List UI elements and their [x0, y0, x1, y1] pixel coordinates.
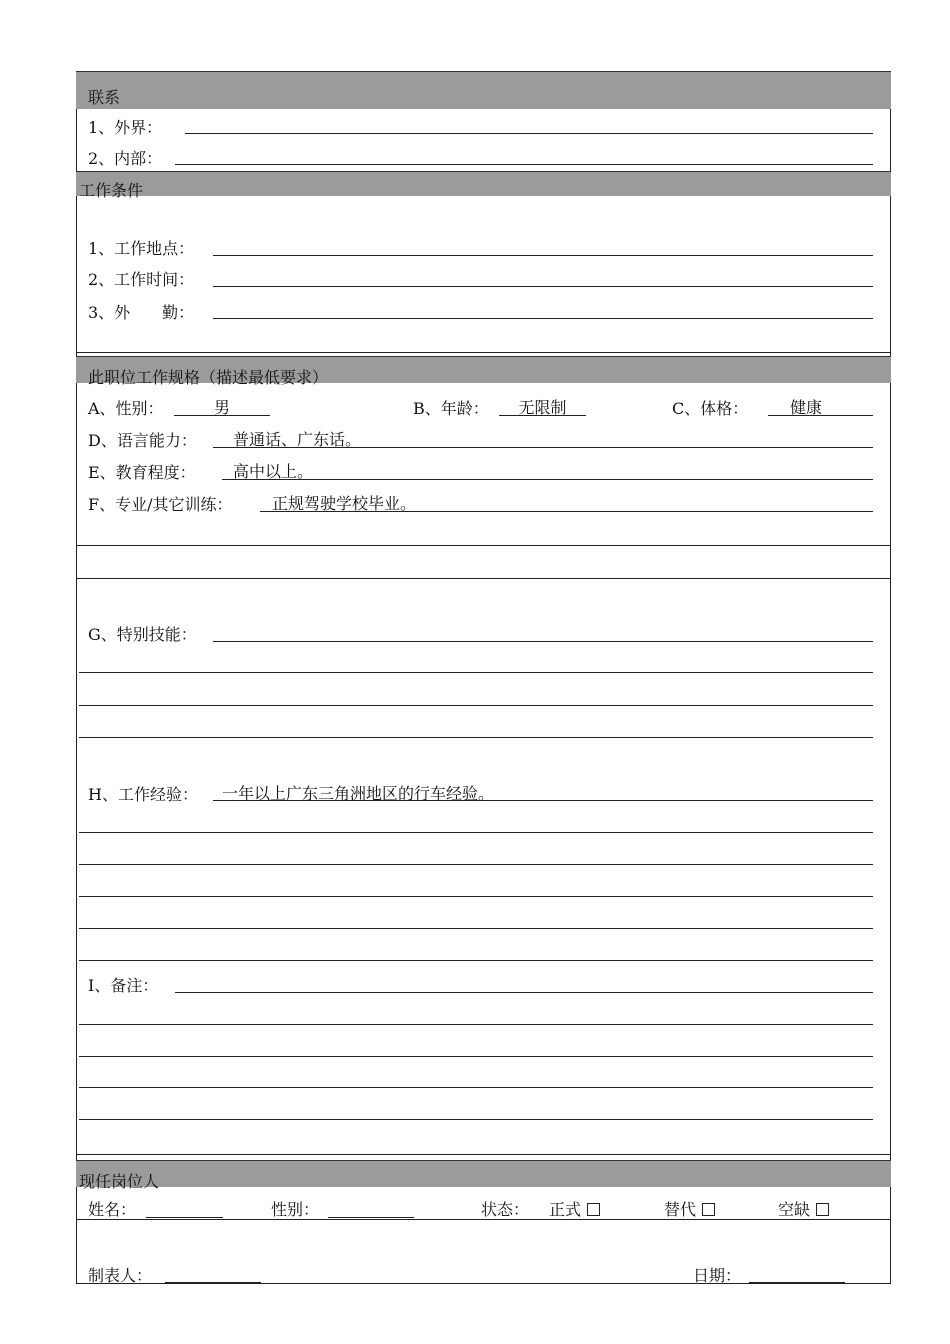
gender-value: 男: [213, 398, 230, 417]
work-location-field[interactable]: [213, 255, 873, 256]
internal-contact-field[interactable]: [175, 164, 873, 165]
work-location-label: 1、工作地点：: [88, 239, 195, 258]
divider: [76, 1154, 891, 1155]
experience-label: H、工作经验：: [88, 785, 198, 804]
special-skills-field[interactable]: [213, 641, 873, 642]
experience-line[interactable]: [79, 960, 873, 961]
age-label: B、年龄：: [413, 399, 489, 418]
section-header-contact: [76, 71, 891, 109]
date-label: 日期：: [693, 1266, 742, 1285]
physique-label: C、体格：: [672, 399, 749, 418]
divider: [76, 352, 891, 353]
name-field[interactable]: [146, 1217, 223, 1218]
section-title: 此职位工作规格（描述最低要求）: [88, 368, 329, 387]
physique-value: 健康: [789, 398, 822, 417]
work-time-field[interactable]: [213, 286, 873, 287]
experience-line[interactable]: [79, 832, 873, 833]
special-skills-line[interactable]: [79, 737, 873, 738]
divider: [76, 578, 891, 579]
checkbox-substitute[interactable]: [702, 1203, 715, 1216]
external-contact-label: 1、外界：: [88, 118, 163, 137]
incumbent-gender-field[interactable]: [328, 1217, 414, 1218]
status-option-label: 替代: [664, 1200, 697, 1219]
notes-label: I、备注：: [88, 976, 159, 995]
status-option-vacant[interactable]: [778, 1200, 829, 1220]
education-label: E、教育程度：: [88, 463, 196, 482]
notes-line[interactable]: [79, 1119, 873, 1120]
work-time-label: 2、工作时间：: [88, 270, 195, 289]
section-header-conditions: [76, 171, 891, 200]
section-title: 联系: [88, 88, 121, 107]
field-work-field[interactable]: [213, 318, 873, 319]
status-option-label: 正式: [549, 1200, 582, 1219]
experience-line[interactable]: [79, 896, 873, 897]
notes-line[interactable]: [79, 1024, 873, 1025]
status-option-substitute[interactable]: [664, 1200, 715, 1220]
field-work-label: 3、外 勤：: [88, 303, 195, 322]
preparer-field[interactable]: [165, 1282, 261, 1283]
section-header-incumbent: [76, 1160, 891, 1191]
date-field[interactable]: [749, 1282, 845, 1283]
divider: [76, 545, 891, 546]
notes-field[interactable]: [175, 992, 873, 993]
special-skills-line[interactable]: [79, 705, 873, 706]
checkbox-regular[interactable]: [587, 1203, 600, 1216]
special-skills-label: G、特别技能：: [88, 625, 197, 644]
special-skills-line[interactable]: [79, 672, 873, 673]
experience-line[interactable]: [79, 928, 873, 929]
training-value: 正规驾驶学校毕业。: [272, 494, 417, 513]
education-field[interactable]: [222, 479, 873, 480]
status-option-regular[interactable]: [549, 1200, 600, 1220]
form-frame: [76, 71, 891, 1284]
status-label: 状态：: [481, 1200, 530, 1219]
language-label: D、语言能力：: [88, 431, 197, 450]
internal-contact-label: 2、内部：: [88, 149, 163, 168]
section-title: 现任岗位人: [79, 1172, 160, 1191]
section-header-spec: [76, 356, 891, 387]
notes-line[interactable]: [79, 1056, 873, 1057]
incumbent-gender-label: 性别：: [271, 1200, 320, 1219]
age-value: 无限制: [518, 398, 567, 417]
divider: [76, 1219, 891, 1220]
experience-line[interactable]: [79, 864, 873, 865]
checkbox-vacant[interactable]: [816, 1203, 829, 1216]
notes-line[interactable]: [79, 1087, 873, 1088]
preparer-label: 制表人：: [88, 1266, 153, 1285]
external-contact-field[interactable]: [185, 133, 873, 134]
education-value: 高中以上。: [233, 462, 314, 481]
gender-label: A、性别：: [88, 399, 164, 418]
section-title: 工作条件: [79, 181, 144, 200]
language-value: 普通话、广东话。: [233, 430, 362, 449]
status-option-label: 空缺: [778, 1200, 811, 1219]
experience-value: 一年以上广东三角洲地区的行车经验。: [222, 784, 495, 803]
name-label: 姓名：: [88, 1200, 137, 1219]
training-label: F、专业/其它训练：: [88, 495, 233, 514]
